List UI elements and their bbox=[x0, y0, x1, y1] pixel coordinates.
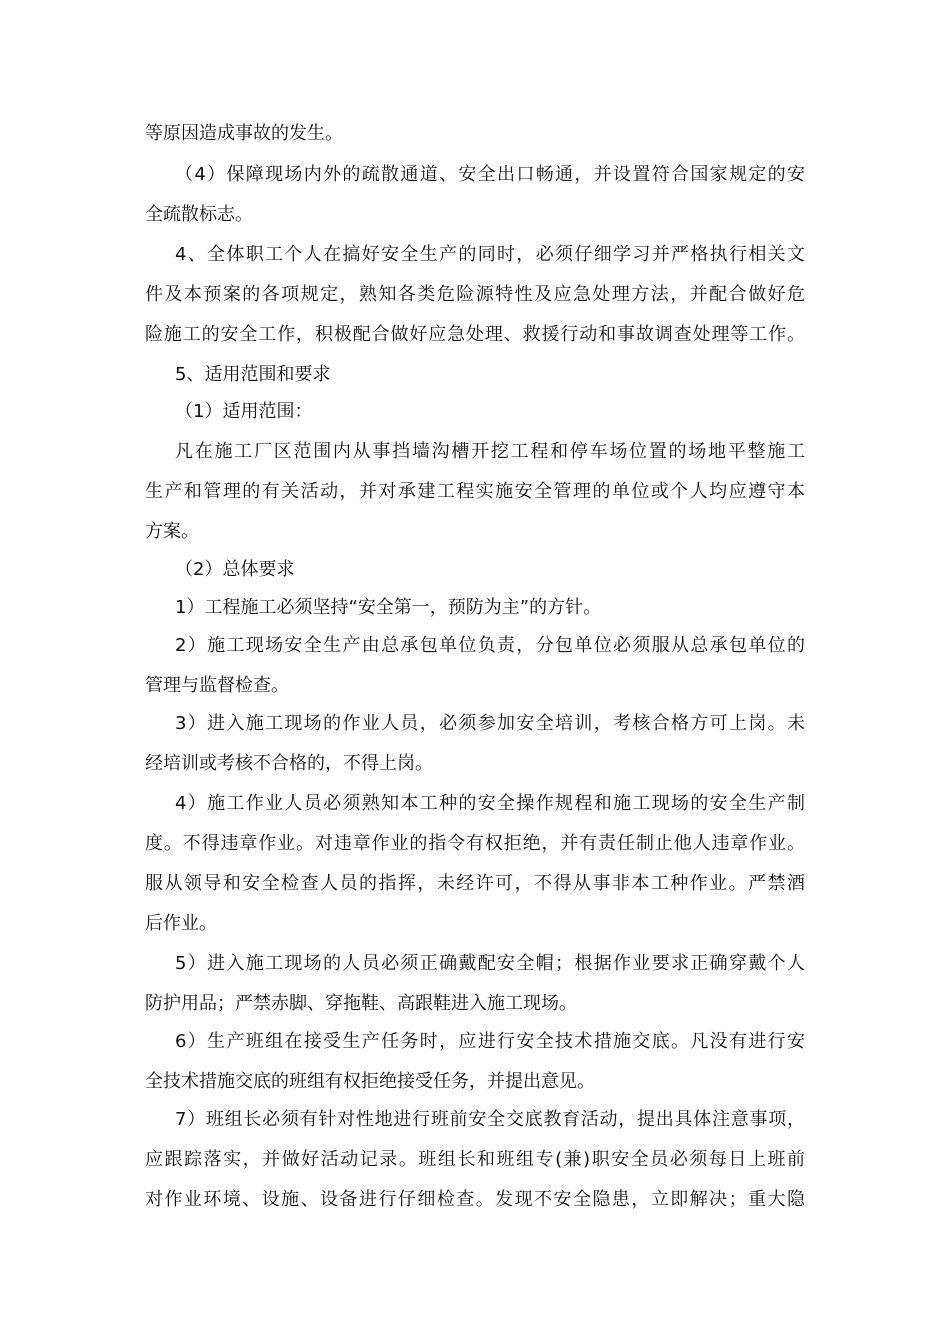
text-line-13: 1）工程施工必须坚持“安全第一，预防为主”的方针。 bbox=[175, 597, 602, 618]
text-line-4: 4、全体职工个人在搞好安全生产的同时，必须仔细学习并严格执行相关文 bbox=[175, 244, 805, 265]
text-line-12: （2）总体要求 bbox=[175, 559, 295, 580]
text-line-19: 度。不得违章作业。对违章作业的指令有权拒绝，并有责任制止他人违章作业。 bbox=[145, 833, 805, 854]
text-line-24: 6）生产班组在接受生产任务时，应进行安全技术措施交底。凡没有进行安 bbox=[175, 1031, 805, 1052]
text-line-10: 生产和管理的有关活动，并对承建工程实施安全管理的单位或个人均应遵守本 bbox=[145, 481, 805, 502]
text-line-11: 方案。 bbox=[145, 521, 199, 542]
text-line-9: 凡在施工厂区范围内从事挡墙沟槽开挖工程和停车场位置的场地平整施工 bbox=[175, 441, 805, 462]
text-line-23: 防护用品；严禁赤脚、穿拖鞋、高跟鞋进入施工现场。 bbox=[145, 993, 577, 1014]
text-line-17: 经培训或考核不合格的，不得上岗。 bbox=[145, 753, 433, 774]
text-line-8: （1）适用范围： bbox=[175, 401, 313, 422]
text-line-27: 应跟踪落实，并做好活动记录。班组长和班组专(兼)职安全员必须每日上班前 bbox=[145, 1149, 805, 1170]
text-line-28: 对作业环境、设施、设备进行仔细检查。发现不安全隐患，立即解决；重大隐 bbox=[145, 1189, 805, 1210]
text-line-1: 等原因造成事故的发生。 bbox=[145, 123, 343, 144]
text-line-25: 全技术措施交底的班组有权拒绝接受任务，并提出意见。 bbox=[145, 1071, 595, 1092]
text-line-2: （4）保障现场内外的疏散通道、安全出口畅通，并设置符合国家规定的安 bbox=[175, 164, 805, 185]
text-line-3: 全疏散标志。 bbox=[145, 204, 253, 225]
text-line-18: 4）施工作业人员必须熟知本工种的安全操作规程和施工现场的安全生产制 bbox=[175, 793, 805, 814]
text-line-5: 件及本预案的各项规定，熟知各类危险源特性及应急处理方法，并配合做好危 bbox=[145, 284, 805, 305]
text-line-22: 5）进入施工现场的人员必须正确戴配安全帽；根据作业要求正确穿戴个人 bbox=[175, 953, 805, 974]
text-line-16: 3）进入施工现场的作业人员，必须参加安全培训，考核合格方可上岗。未 bbox=[175, 713, 805, 734]
text-line-21: 后作业。 bbox=[145, 913, 217, 934]
text-line-26: 7）班组长必须有针对性地进行班前安全交底教育活动，提出具体注意事项， bbox=[175, 1109, 805, 1130]
text-line-7: 5、适用范围和要求 bbox=[175, 364, 331, 385]
text-line-20: 服从领导和安全检查人员的指挥，未经许可，不得从事非本工种作业。严禁酒 bbox=[145, 873, 805, 894]
text-line-6: 险施工的安全工作，积极配合做好应急处理、救援行动和事故调查处理等工作。 bbox=[145, 324, 805, 345]
text-line-14: 2）施工现场安全生产由总承包单位负责，分包单位必须服从总承包单位的 bbox=[175, 635, 805, 656]
text-line-15: 管理与监督检查。 bbox=[145, 675, 289, 696]
